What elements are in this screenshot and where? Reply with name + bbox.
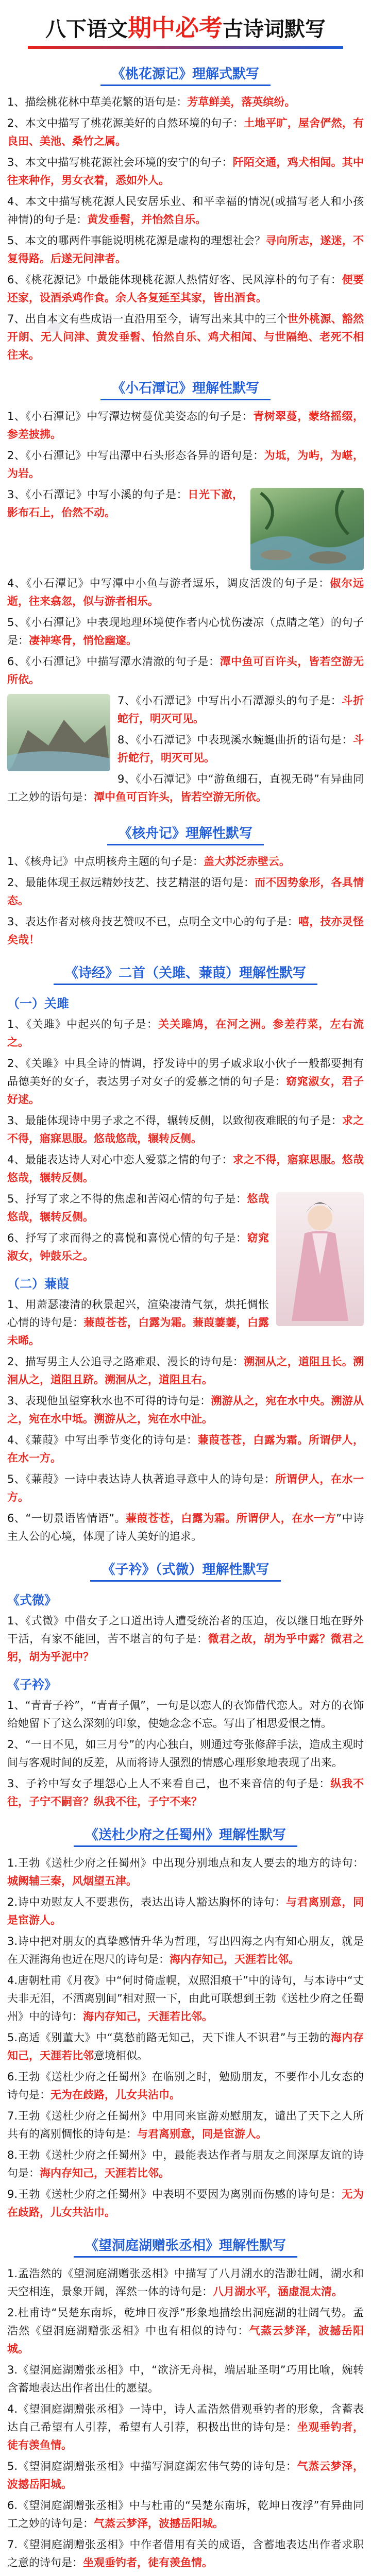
question-text: 5.《望洞庭湖赠张丞相》中描写洞庭湖宏伟气势的诗句是： (7, 2460, 297, 2472)
answer-text: 与君离别意，同是宦游人。 (137, 2128, 267, 2140)
subsection-title: （一）关雎 (7, 996, 69, 1011)
answer-text: 俶尔远逝，往来翕忽，似与游者相乐。 (7, 577, 364, 607)
question-text: 1、《式微》中借女子之口道出诗人遭受统治者的压迫，夜以继日地在野外干活，有家不能回，苦不堪言的句子是： (7, 1615, 364, 1645)
answer-text: 与君离别意，同是宦游人。 (7, 1896, 364, 1926)
question-item (7, 1431, 364, 1467)
question-text: 2、描写男主人公追寻之路难艰、漫长的诗句是： (7, 1355, 244, 1368)
page-title (7, 14, 364, 43)
answer-text: 关关雎鸠，在河之洲。参差荇菜，左右流之。 (7, 1018, 364, 1048)
question-item (7, 770, 364, 806)
question-text: 5、抒写了求之不得的焦虑和苦闷心情的句子是： (7, 1193, 247, 1205)
question-item (7, 2029, 364, 2065)
answer-text: 悠哉悠哉，辗转反侧。 (7, 1193, 269, 1223)
answer-text: 蒹葭苍苍，白露为霜。所谓伊人，在水一方。 (7, 1434, 364, 1464)
question-text: 8.王勃《送杜少府之任蜀州》中，最能表达作者与朋友之间深厚友谊的诗句是： (7, 2149, 364, 2179)
question-item (7, 2400, 364, 2454)
question-text: 1、《关雎》中起兴的句子是： (7, 1018, 159, 1030)
subsection-title: 《子衿》 (7, 1677, 57, 1692)
section-header (7, 1557, 364, 1582)
question-text: 7.《望洞庭湖赠张丞相》中作者借用有关的成语，含蓄地表达出作者求职之意的诗句是： (7, 2538, 364, 2569)
question-text: 2、“一日不见，如三月兮”的内心独白，则通过夸张修辞手法，造成主观时间与客观时间的反差，从而将诗人强烈的情感心理形象地表现了出来。 (7, 1738, 364, 1769)
question-text: 6、《桃花源记》中最能体现桃花源人热情好客、民风淳朴的句子有： (7, 274, 342, 286)
question-text: 5、《小石潭记》中表现地理环境使作者内心忧伤凄凉（点睛之笔）的句子是： (7, 616, 364, 647)
question-item (7, 1893, 364, 1929)
lady-drawing (276, 1192, 364, 1326)
answer-text: 坐观垂钓者，徒有羡鱼情。 (83, 2556, 213, 2569)
question-text: 2、本文中描写了桃花源美好的自然环境的句子： (7, 117, 244, 129)
section-title: 《望洞庭湖赠张丞相》理解性默写 (74, 2233, 297, 2258)
question-text: 6、抒写了求而得之的喜悦和喜悦心情的句子是： (7, 1232, 247, 1244)
title-part2: 期中必考 (128, 14, 223, 42)
answer-text: 无为在歧路，儿女共沾巾。 (7, 2188, 364, 2218)
section-title: 《小石潭记》理解性默写 (100, 376, 271, 400)
question-text: 4.《望洞庭湖赠张丞相》一诗中，诗人孟浩然借观垂钓者的形象，含蓄表达自己希望有人引荐，希望有人引荐，积极出世的诗句是： (7, 2403, 364, 2433)
question-text: 7、出自本文有些成语一直沿用至今，请写出来其中的三个 (7, 313, 288, 325)
question-text: 6、“一切景语皆情语”。 (7, 1512, 126, 1524)
question-item (7, 2068, 364, 2104)
question-text: 意境相似。 (94, 2049, 148, 2062)
question-item (7, 408, 364, 444)
question-text: 1、《小石潭记》中写潭边树蔓优美姿态的句子是： (7, 410, 254, 422)
answer-text: 气蒸云梦泽，波撼岳阳城。 (7, 2460, 364, 2490)
question-item (7, 2458, 364, 2494)
section-header (7, 960, 364, 985)
question-text: 2.杜甫诗“吴楚东南坼，乾坤日夜浮”形象地描绘出洞庭湖的壮阔气势。孟浩然《望洞庭湖赠张丞相》中也有相似的诗句： (7, 2307, 364, 2337)
answer-text: 海内存知己，天涯若比邻。 (40, 2167, 170, 2179)
question-text: 6、《小石潭记》中描写潭水清澈的句子是： (7, 655, 220, 668)
question-text: ”中诗主人公的心境，体现了诗人美好的追求。 (7, 1512, 364, 1543)
answer-text: 寻向所志，遂迷，不复得路。后遂无问津者。 (7, 234, 364, 265)
subsection-title: （二）蒹葭 (7, 1277, 69, 1291)
question-item (7, 232, 364, 268)
question-text: 7、《小石潭记》中写出小石潭源头的句子是： (117, 694, 342, 707)
question-item (7, 2107, 364, 2143)
answer-text: 斗折蛇行，明灭可见。 (117, 734, 364, 764)
question-item (7, 614, 364, 650)
question-text: 6.王勃《送杜少府之任蜀州》在临别之时，勉励朋友，不要作小儿女态的诗句是： (7, 2071, 364, 2101)
question-text: 1、用萧瑟凄清的秋景起兴，渲染凄清气氛，烘托惆怅心情的诗句是： (7, 1298, 269, 1329)
answer-text: 青树翠蔓，蒙络摇缀，参差披拂。 (7, 410, 364, 440)
question-item (7, 271, 364, 307)
section-title: 《诗经》二首（关雎、蒹葭）理解性默写 (54, 960, 317, 985)
answer-text: 气蒸云梦泽，波撼岳阳城。 (94, 2517, 224, 2530)
question-text: 5、《蒹葭》一诗中表达诗人执著追寻意中人的诗句是： (7, 1473, 276, 1485)
question-text: 4、《小石潭记》中写潭中小鱼与游者逗乐，调皮活泼的句子是： (7, 577, 330, 589)
answer-text: 土地平旷，屋舍俨然，有良田、美池、桑竹之属。 (7, 117, 364, 147)
question-text: 2、最能体现王叔远精妙技艺、技艺精湛的语句是： (7, 876, 255, 889)
question-item (7, 1470, 364, 1506)
question-text: 2、《小石潭记》中写出潭中石头形态各异的语句是： (7, 449, 264, 462)
question-item (7, 2265, 364, 2301)
question-text: 7.王勃《送杜少府之任蜀州》中用同来宦游劝慰朋友，谴出了天下之人所共有的离别惆怅的诗句是： (7, 2110, 364, 2140)
question-item (7, 653, 364, 689)
answer-text: 为坻，为屿，为嵁，为岩。 (7, 449, 364, 480)
question-text: 3、《小石潭记》中写小溪的句子是： (7, 488, 188, 501)
answer-text: 海内存知己，天涯若比邻。 (83, 2010, 213, 2023)
answer-text: 海内存知己，天涯若比邻 (7, 2031, 364, 2062)
question-text: 4、本文中描写桃花源人民安居乐业、和平幸福的情况(或描写老人和小孩神情)的句子是： (7, 195, 364, 226)
answer-text: 海内存知己，天涯若比邻。 (170, 1953, 299, 1965)
answer-text: 城阙辅三秦，风烟望五津。 (7, 1875, 137, 1887)
section-header (7, 2233, 364, 2258)
question-item (7, 2536, 364, 2572)
question-text: 4、最能表达诗人对心中恋人爱慕之情的句子： (7, 1154, 233, 1166)
question-item (7, 1972, 364, 2026)
question-text: 9、《小石潭记》中“游鱼细石，直视无碍”有异曲同工之妙的语句是： (7, 773, 364, 803)
question-text: 2、《关雎》中具全诗的情调，抒发诗中的男子戚求取小伙子一般都要拥有品德美好的女子，表达男子对女子的爱慕之情的句子是： (7, 1057, 364, 1088)
question-text: 2.诗中劝慰友人不要悲伤，表达出诗人豁达胸怀的诗句： (7, 1896, 286, 1908)
question-item (7, 913, 364, 949)
question-item (7, 1775, 364, 1811)
question-text: 1、“青青子衿”，“青青子佩”，一句是以恋人的衣饰借代恋人。对方的衣饰给她留下了这么深刻的印象，使她念念不忘。写出了相思爱恨之情。 (7, 1699, 364, 1730)
question-item (7, 1697, 364, 1733)
question-item (7, 193, 364, 229)
question-text: 3.诗中把对朋友的真挚感情升华为哲理，写出四海之内有知心朋友，就是在天涯海角也近在咫尺的诗句是： (7, 1935, 364, 1965)
question-item (7, 1510, 364, 1546)
answer-text: 而不因势象形，各具情态。 (7, 876, 364, 907)
question-text: 6.《望洞庭湖赠张丞相》中与杜甫的“吴楚东南坼，乾坤日夜浮”有异曲同工之妙的诗句是： (7, 2499, 364, 2530)
question-item (7, 2304, 364, 2358)
answer-text: 窈窕淑女，钟鼓乐之。 (7, 1232, 269, 1262)
rock-illustration (7, 694, 110, 771)
question-item (7, 2497, 364, 2533)
section-title: 《送杜少府之任蜀州》理解性默写 (74, 1822, 297, 1847)
answer-text: 溯洄从之，道阻且长。溯洄从之，道阻且跻。溯洄从之，道阻且右。 (7, 1355, 364, 1386)
subsection-title: 《式微》 (7, 1593, 57, 1607)
answer-text: 纵我不往，子宁不嗣音？纵我不往，子宁不来？ (7, 1777, 364, 1808)
stream-drawing (250, 488, 364, 570)
question-text: 1.孟浩然的《望洞庭湖赠张丞相》中描写了八月湖水的浩渺壮阔，湖水和天空相连，景象开阔，浑然一体的诗句是： (7, 2267, 364, 2298)
question-text: 4.唐朝杜甫《月夜》中“何时倚虚幌，双照泪痕干”中的诗句，与本诗中“丈夫非无泪，不洒离别间”相对照一下，由此可联想到王勃《送杜少府之任蜀州》中的诗句： (7, 1974, 364, 2023)
question-text: 3、表现他虽望穿秋水也不可得的诗句是： (7, 1395, 211, 1407)
answer-text: 斗折蛇行，明灭可见。 (117, 694, 364, 725)
question-item (7, 1112, 364, 1148)
question-item (7, 2146, 364, 2182)
answer-text: 八月湖水平，涵虚混太清。 (213, 2285, 343, 2298)
question-item (7, 574, 364, 611)
question-item (7, 1933, 364, 1969)
answer-text: 黄发垂髫，并怡然自乐。 (87, 213, 207, 226)
question-text: 3、表达作者对核舟技艺赞叹不已，点明全文中心的句子是： (7, 916, 298, 928)
answer-text: 溯游从之，宛在水中央。溯游从之，宛在水中坻。溯游从之，宛在水中沚。 (7, 1395, 364, 1425)
question-item (7, 2361, 364, 2397)
question-text: 3、子衿中写女子埋怨心上人不来看自己，也不来音信的句子是： (7, 1777, 331, 1790)
title-part1: 八下语文 (45, 18, 128, 41)
answer-text: 所谓伊人，在水一方。 (7, 1473, 364, 1503)
question-text: 3、本文中描写桃花源社会环境的安宁的句子： (7, 156, 233, 168)
answer-text: 无为在歧路，儿女共沾巾。 (50, 2089, 180, 2101)
question-item (7, 1392, 364, 1428)
answer-text: 潭中鱼可百许头，皆若空游无所依。 (94, 791, 267, 803)
watermark: ✦ (34, 305, 76, 351)
question-item (7, 93, 364, 111)
question-item (7, 874, 364, 910)
answer-text: 求之不得，寤寐思服。悠哉悠哉，辗转反侧。 (7, 1154, 364, 1184)
question-item (7, 154, 364, 190)
question-item (7, 2185, 364, 2222)
answer-text: 微君之故，胡为乎中露？微君之躬，胡为乎泥中？ (7, 1633, 364, 1663)
section-title: 《核舟记》理解性默写 (107, 821, 264, 845)
rock-drawing (7, 694, 110, 771)
stream-illustration (250, 488, 364, 570)
question-item (7, 1015, 364, 1052)
question-item (7, 1736, 364, 1772)
figure-illustration (276, 1192, 364, 1326)
question-text: 9.王勃《送杜少府之任蜀州》中表明不要因为离别而伤感的诗句是： (7, 2188, 342, 2200)
title-part3: 古诗词默写 (223, 18, 326, 41)
section-title: 《子衿》（式微）理解性默写 (90, 1557, 280, 1582)
answer-text: 坐观垂钓者，徒有羡鱼情。 (7, 2421, 364, 2451)
answer-text: 便要还家，设酒杀鸡作食。余人各复延至其家，皆出酒食。 (7, 274, 364, 304)
question-text: 5、本文的哪两件事能说明桃花源是虚构的理想社会？ (7, 234, 266, 247)
question-item (7, 1353, 364, 1389)
question-text: 4、《蒹葭》中写出季节变化的诗句是： (7, 1434, 198, 1446)
question-item (7, 447, 364, 483)
section-header (7, 1822, 364, 1847)
answer-text: 世外桃源、豁然开朗、无人问津、黄发垂髫、怡然自乐、鸡犬相闻、与世隔绝、老死不相往来。 (7, 313, 364, 361)
question-text: 8、《小石潭记》中表现溪水蜿蜒曲折的语句是： (117, 734, 353, 746)
section-header (7, 376, 364, 400)
question-text: 1.王勃《送杜少府之任蜀州》中出现分别地点和友人要去的地方的诗句： (7, 1857, 364, 1869)
question-text: 3.《望洞庭湖赠张丞相》中，“欲济无舟楫，端居耻圣明”巧用比喻，婉转含蓄地表达出作者出仕的愿望。 (7, 2364, 364, 2394)
section-header (7, 821, 364, 845)
title-underline (28, 46, 343, 49)
question-item (7, 310, 364, 364)
answer-text: 凄神寒骨，悄怆幽邃。 (29, 634, 137, 647)
answer-text: 嘻，技亦灵怪矣哉！ (7, 916, 364, 946)
question-item (7, 1854, 364, 1890)
answer-text: 蒹葭苍苍，白露为霜。蒹葭萋萋，白露未晞。 (7, 1316, 269, 1347)
answer-text: 日光下澈，影布石上，佁然不动。 (7, 488, 244, 519)
question-item (7, 1612, 364, 1666)
answer-text: 阡陌交通，鸡犬相闻。其中往来种作，男女衣着，悉如外人。 (7, 156, 364, 187)
question-text: 3、最能体现诗中男子求之不得，辗转反侧，以致彻夜难眠的句子是： (7, 1114, 342, 1127)
question-text: 5.高适《别董大》中“莫愁前路无知己，天下谁人不识君”与王勃的 (7, 2031, 331, 2044)
answer-text: 求之不得，寤寐思服。悠哉悠哉，辗转反侧。 (7, 1114, 364, 1145)
answer-text: 蒹葭苍苍，白露为霜。所谓伊人，在水一方 (125, 1512, 336, 1524)
answer-text: 窈窕淑女，君子好逑。 (7, 1075, 364, 1106)
question-item (7, 853, 364, 871)
answer-text: 芳草鲜美，落英缤纷。 (187, 96, 296, 108)
question-item (7, 1055, 364, 1109)
answer-text: 气蒸云梦泽，波撼岳阳城。 (7, 2325, 364, 2355)
section-title: 《桃花源记》理解式默写 (100, 61, 271, 86)
answer-text: 盖大苏泛赤壁云。 (203, 855, 290, 868)
question-item (7, 114, 364, 150)
answer-text: 潭中鱼可百许头，皆若空游无所依。 (7, 655, 364, 686)
question-text: 1、描绘桃花林中草美花繁的语句是： (7, 96, 188, 108)
question-item (7, 1151, 364, 1187)
question-text: 1、《核舟记》中点明核舟主题的句子是： (7, 855, 204, 868)
section-header (7, 61, 364, 86)
